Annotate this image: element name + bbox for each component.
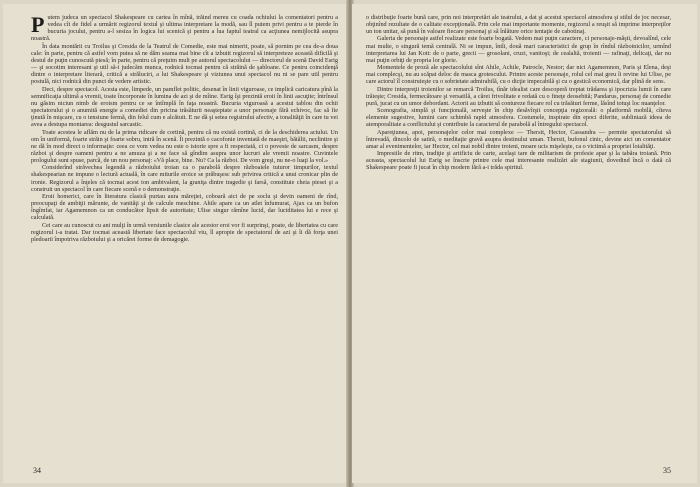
paragraph: Impresiile de ritm, tradiţie şi artificiu de carte, acelaşi tare de militarism de profesie apar şi la tabăra troiană. Prin aceasta, spectacolul lui Esrig se înscrie printre cele mai interesante realizări ale stagiunii, dovedind încă o dată că Shakespeare poate fi jucat în chip modern fără a-i trăda spiritul. xyxy=(366,149,671,172)
paragraph: În data montării cu Troilus şi Cresida de la Teatrul de Comedie, este mai nimerit, poate, să pornim pe cea de-a doua cale: în parte, pentru că astfel vom putea să ne dăm seama mai bine cît a izbutit regizorul să interpreteze această dificilă şi destul de puţin cunoscută piesă; în parte, pentru că preţuim mult pe autorul spectacolului — directorul de scenă David Esrig — şi socotim interesant şi util să-i judecăm munca, rodnică tocmai pentru că străină de şabloane. Ce pentru coincidenţă dintre o interpretare literară, critică a străluciri, a lui Shakespeare şi viziunea unui spectacol nu ni se pare util pentru postulă, nici rodnică din punct de vedere artistic. xyxy=(31,42,338,86)
drop-cap: P xyxy=(31,12,45,37)
paragraph: Cei care au cunoscut cu ani mulţi în urmă versiunile clasice ale acestor eroi vor fi surprinşi, poate, de libertatea cu care regizorul i-a tratat. Dar tocmai această libertate face spectacolul viu, îl apropie de spectatorul de azi şi îi dă forţa unei pledoarii împotriva războiului şi a oricărei forme de demagogie. xyxy=(31,221,338,243)
page-number: 34 xyxy=(33,466,41,475)
paragraph: Scenografia, simplă şi funcţională, serveşte în chip desăvîrşit concepţia regizorală: o platformă mobilă, cîteva elemente sugestive, lumini care schimbă rapid atmosfera. Costumele, inspirate din epoci diferite, subliniază ideea de atemporalitate a conflictului şi contribuie la caracterul de parabolă al întregului spectacol. xyxy=(366,107,671,129)
paragraph: Toate acestea le aflăm nu de la prima ridicare de cortină, pentru că nu există cortină, ci de la deschiderea actului. Un om în uniformă, foarte străin şi foarte sobru, intră în scenă. Îi prezintă o cacofonie inventată de maeştri, bătălii, neclintire şi ne dă în mod direct o informaţie: ceea ce vom vedea nu este o istorie spre a fi respectată, ci o poveste de sarcasm, despre război şi despre oameni pentru a ne amuza şi a ne face să gîndim asupra unor lucruri ale vremii noastre. Cuvintele prologului sunt spuse, parcă, de un nou personaj: «Vă place, bine. Nu? Ca la război. De vom greşi, nu ne-o luaţi la vol.» xyxy=(31,128,338,165)
paragraph: Considerînd străvechea legendă a războiului troian ca o parabolă despre războaiele tuturor timpurilor, textul shakespearian ne impune o lectură actuală, în care miturile eroice se prăbuşesc sub privirea critică a unui cronicar plin de ironie. Regizorul a înţeles că tocmai acest ton ambivalent, la graniţa dintre tragedie şi farsă, constituie cheia piesei şi a construit un spectacol în care fiecare scenă e o demonstraţie. xyxy=(31,164,338,193)
paragraph: o distribuţie foarte bună care, prin noi interpretări ale teatrului, a dat şi acestui spectacol atmosfera şi stilul de joc necesar, obţinînd rezultate de o calitate excepţională. Prin cele mai importante momente, regizorul a reuşit să imprime interpreţilor un ton unitar, să pună în valoare fiecare personaj şi să înlăture orice tentaţie de cabotinaj. xyxy=(366,14,671,36)
left-page-text xyxy=(31,14,338,243)
paragraph: Eroii homerici, care în literatura clasică purtau aura măreţiei, coboară aici de pe soclu şi devin oameni de rînd, preocupaţi de ambiţii mărunte, de vanităţi şi de calcule meschine. Ahile apare ca un atlet înfumurat, Ajax ca un bufon îngîmfat, iar Agamemnon ca un conducător lipsit de autoritate; Ulise singur rămîne lucid, dar luciditatea lui e rece şi calculată. xyxy=(31,192,338,222)
paragraph: Galeria de personaje astfel realizate este foarte bogată. Vedem mai puţin caractere, ci personaje-măşti, devoalînd, cele mai multe, o singură temă centrală. Ni se impun, întîi, două mari caracteristici de grup în rîndul războinicilor, urmînd interpretarea lui Jan Kott: de o parte, grecii — grosolani, cruzi, vanitoşi; de cealaltă, troienii — rafinaţi, delicaţi, dar nu mai puţin orbiţi de propria lor glorie. xyxy=(366,35,671,64)
left-page xyxy=(3,4,348,483)
paragraph: Dintre interpreţii troienilor se remarcă Troilus, tînăr idealist care descoperă treptat trădarea şi ipocrizia lumii în care trăieşte; Cresida, fermecătoare şi versatilă, a cărei frivolitate e redată cu o fineţe deosebită; Pandarus, personaj de comedie pură, jucat cu un umor debordant. Actorii au izbutit să contureze fiecare rol cu trăsături ferme, lăsînd totuşi loc nuanţelor. xyxy=(366,85,671,107)
right-page xyxy=(352,4,697,483)
right-page-text xyxy=(366,14,671,171)
paragraph: Apareţiunea, apoi, personajelor celor mai complexe — Thersit, Hector, Cassandra — permite spectatorului să întrevadă, dincolo de satiră, o meditaţie gravă asupra destinului uman. Thersit, bufonul cinic, devine aici un comentator amar al evenimentelor, iar Hector, cel mai nobil dintre troieni, moare ucis mişeleşte, ca o victimă a propriei loialităţi. xyxy=(366,128,671,150)
page-number: 35 xyxy=(663,466,671,475)
paragraph: Momentele de proză ale spectacolului sînt Ahile, Achile, Patrocle, Nestor; dar nici Agamemnon, Paris şi Elena, deşi mai complecşi, nu au scăpat deloc de masca grotescului. Printre aceste personaje, rolul cel mai greu îi revine lui Ulise, pe care actorul îl construieşte cu o sobrietate admirabilă, cu o dicţie impecabilă şi cu o gestică economică, dar plină de sens. xyxy=(366,64,671,86)
paragraph: Putem judeca un spectacol Shakespeare cu cartea în mînă, trăind mereu cu coada ochiului la comentatori pentru a vedea cît de fidel a urmărit regizorul textul şi ultima interpretare la modă, sau îl putem privi pentru a te pierde în bucuria jocului, pentru a-l sesiza în logica lui scenică şi pentru a lua faptul teatral ca acţiunea nemijlocită asupra noastră. xyxy=(31,12,338,43)
paragraph: Deci, despre spectacol. Acesta este, limpede, un pamflet politic, desenat în linii viguroase, ce implică caricatura pînă la semnificaţia ultimă a vremii, toate încorporate în lumina de azi şi de mîine. Esrig îşi prezintă eroii în linii ascuţite; întrînsul nu găsim niciun nimb de eroism pentru ce se întîmplă în faţa noastră. Bucuria viguroasă a acestui tablou din ochii spectatorului şi o anumită energie a comediei din pricina trăsăturii neaşteptate a unor personaje fără echivoc, fac să fie ţinută în mişcare, cu o tensiune fermă, din felul cum e alcătuit. E ne dă şi setea registrului afectiv, a tonalităţii în care tu vei avea a destupa montarea: desgustul sarcastic. xyxy=(31,85,338,129)
